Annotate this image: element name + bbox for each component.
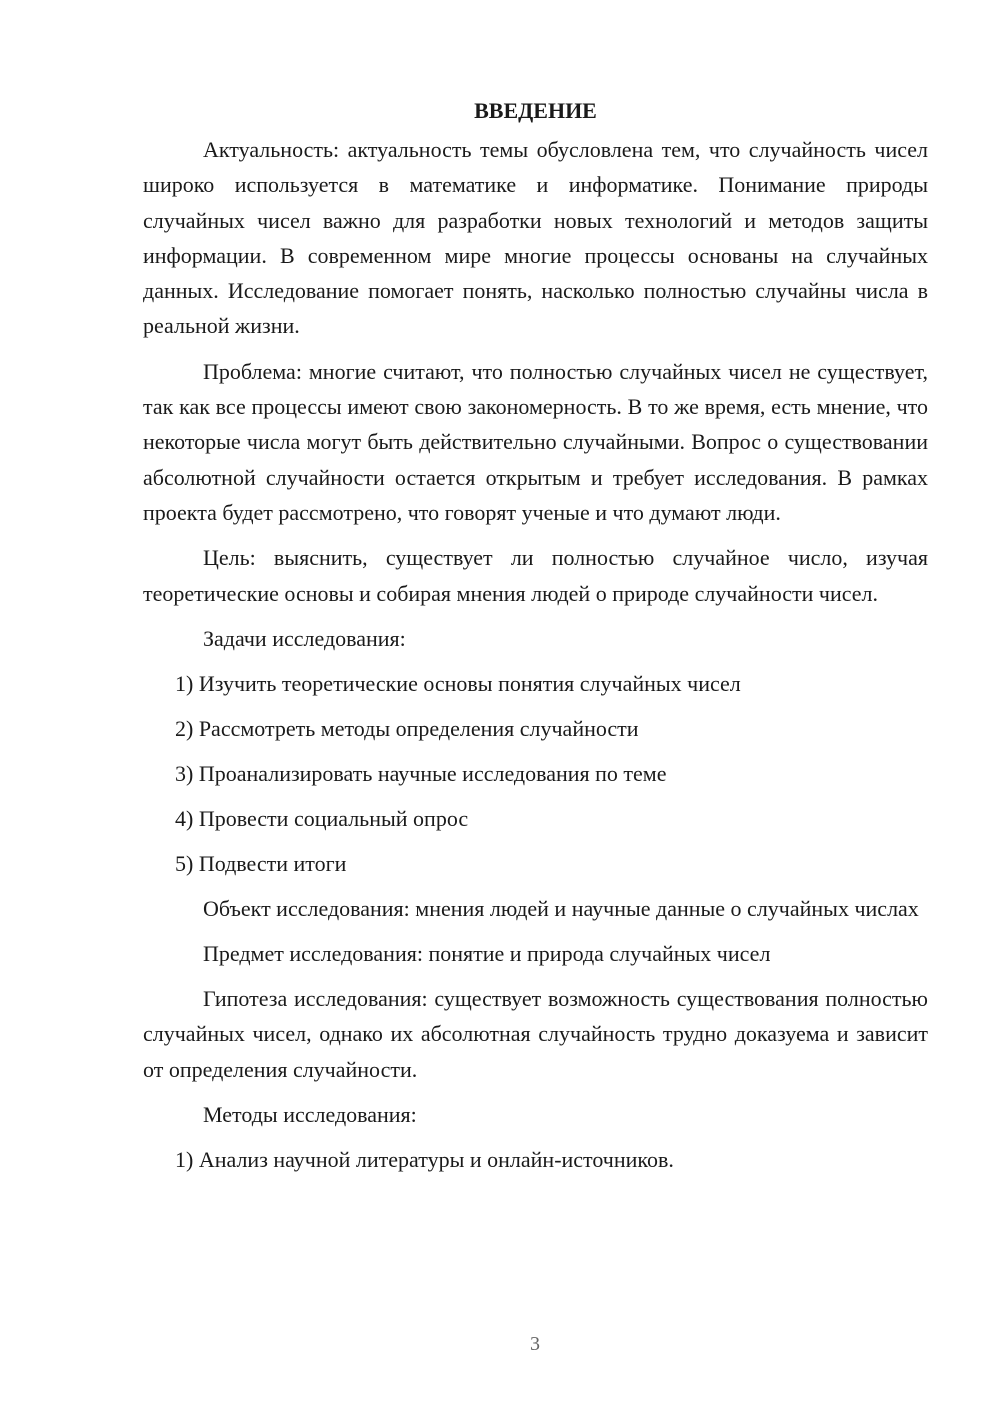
task-item: 2) Рассмотреть методы определения случайности: [175, 715, 639, 741]
relevance-paragraph: Актуальность: актуальность темы обусловлена тем, что случайность чисел широко используется в математике и информатике. Понимание природы случайных чисел важно для разработки новых технологий и методов защиты информации. В современном мире многие процессы основаны на случайных данных. Исследование помогает понять, насколько полностью случайны числа в реальной жизни.: [143, 137, 928, 339]
subject-paragraph: Предмет исследования: понятие и природа случайных чисел: [203, 941, 771, 967]
object-paragraph: Объект исследования: мнения людей и научные данные о случайных числах: [203, 895, 919, 921]
goal-paragraph: Цель: выяснить, существует ли полностью случайное число, изучая теоретические основы и собирая мнения людей о природе случайности чисел.: [143, 545, 928, 606]
problem-paragraph: Проблема: многие считают, что полностью случайных чисел не существует, так как все процессы имеют свою закономерность. В то же время, есть мнение, что некоторые числа могут быть действительно случайными. Вопрос о существовании абсолютной случайности остается открытым и требует исследования. В рамках проекта будет рассмотрено, что говорят ученые и что думают люди.: [143, 358, 928, 525]
task-item: 4) Провести социальный опрос: [175, 805, 469, 831]
methods-heading: Методы исследования:: [203, 1102, 417, 1128]
tasks-heading: Задачи исследования:: [203, 625, 406, 651]
document-page: [143, 96, 928, 1187]
task-item: 1) Изучить теоретические основы понятия случайных чисел: [175, 670, 741, 696]
hypothesis-paragraph: Гипотеза исследования: существует возможность существования полностью случайных чисел, однако их абсолютная случайность трудно доказуема и зависит от определения случайности.: [143, 986, 928, 1082]
page-number: 3: [530, 1333, 540, 1355]
method-item: 1) Анализ научной литературы и онлайн-источников.: [175, 1147, 674, 1173]
task-item: 3) Проанализировать научные исследования по теме: [175, 760, 667, 786]
task-item: 5) Подвести итоги: [175, 850, 347, 876]
section-title: ВВЕДЕНИЕ: [474, 98, 597, 123]
